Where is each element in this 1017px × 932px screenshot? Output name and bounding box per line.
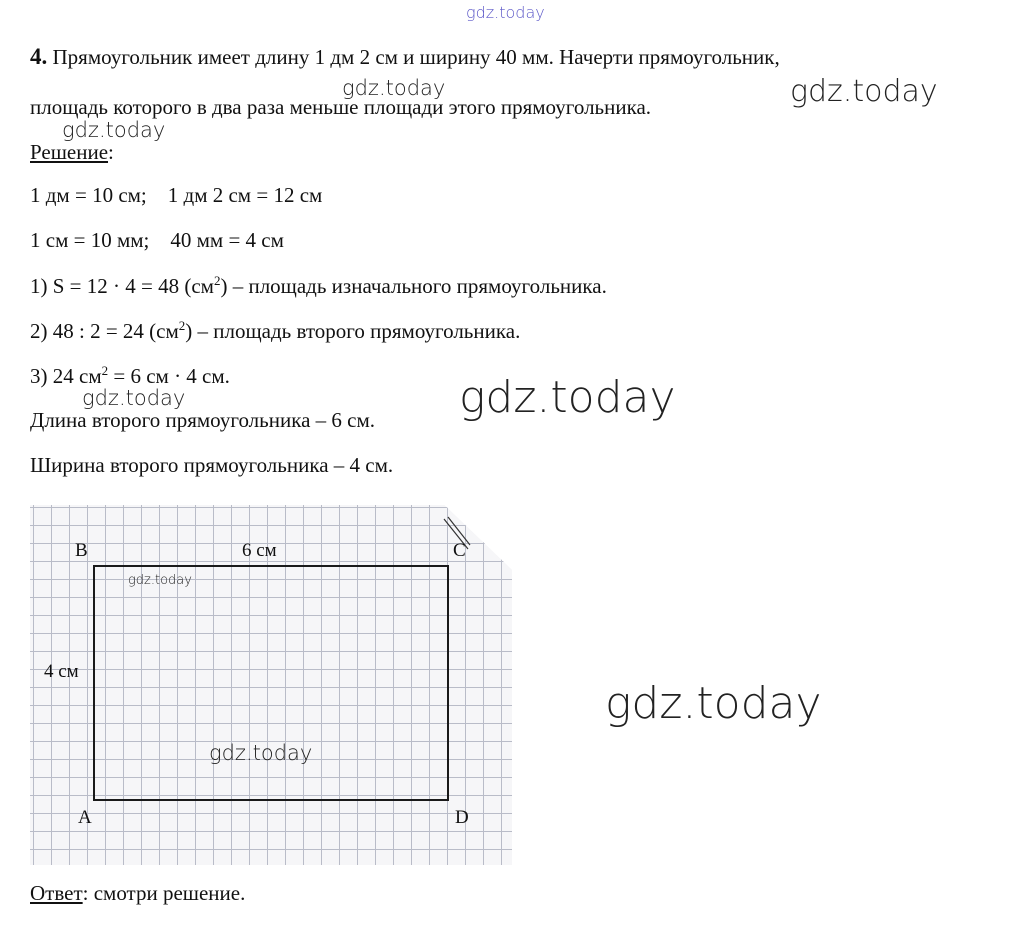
step-3-superscript: 2 (101, 363, 109, 378)
drawn-rectangle (93, 565, 449, 801)
watermark: gdz.today (605, 678, 822, 729)
watermark: gdz.today (209, 741, 313, 765)
step-1-part-a: 1) S = 12 · 4 = 48 (см (30, 274, 214, 298)
answer-label: Ответ (30, 881, 83, 905)
step-1-part-b: ) – площадь изначального прямоугольника. (220, 274, 607, 298)
watermark: gdz.today (342, 76, 446, 100)
watermark: gdz.today (62, 118, 166, 142)
task-text-1: Прямоугольник имеет длину 1 дм 2 см и ширину 40 мм. Начерти прямоугольник, (52, 45, 780, 69)
width-line: Ширина второго прямоугольника – 4 см. (30, 453, 394, 477)
step-2 (30, 318, 520, 344)
length-line: Длина второго прямоугольника – 6 см. (30, 408, 376, 432)
watermark: gdz.today (790, 74, 938, 109)
conversion-line-1: 1 дм = 10 см; 1 дм 2 см = 12 см (30, 183, 323, 207)
step-1-superscript: 2 (213, 273, 221, 288)
step-2-part-b: ) – площадь второго прямоугольника. (185, 319, 521, 343)
step-2-superscript: 2 (178, 318, 186, 333)
answer-text: : смотри решение. (82, 881, 246, 905)
watermark: gdz.today (466, 3, 545, 22)
solution-heading (30, 140, 114, 165)
solution-heading-label: Решение (30, 140, 109, 164)
conversion-line-2: 1 см = 10 мм; 40 мм = 4 см (30, 228, 284, 252)
task-statement-line-2: площадь которого в два раза меньше площади этого прямоугольника. (30, 95, 652, 119)
left-side-label: 4 см (44, 661, 79, 682)
watermark: gdz.today (128, 573, 192, 588)
watermark: gdz.today (459, 372, 676, 423)
answer-line (30, 881, 245, 906)
step-3-part-a: 3) 24 см (30, 364, 102, 388)
step-2-part-a: 2) 48 : 2 = 24 (см (30, 319, 179, 343)
vertex-a-label: A (78, 807, 92, 828)
task-number: 4. (30, 44, 48, 69)
task-statement-line-1 (30, 44, 780, 70)
vertex-c-label: C (453, 540, 466, 561)
step-1 (30, 273, 607, 299)
watermark: gdz.today (82, 386, 186, 410)
vertex-d-label: D (455, 807, 469, 828)
step-3-part-b: = 6 см · 4 см. (108, 364, 230, 388)
top-side-label: 6 см (242, 540, 277, 561)
solution-heading-colon: : (108, 140, 114, 164)
vertex-b-label: B (75, 540, 88, 561)
